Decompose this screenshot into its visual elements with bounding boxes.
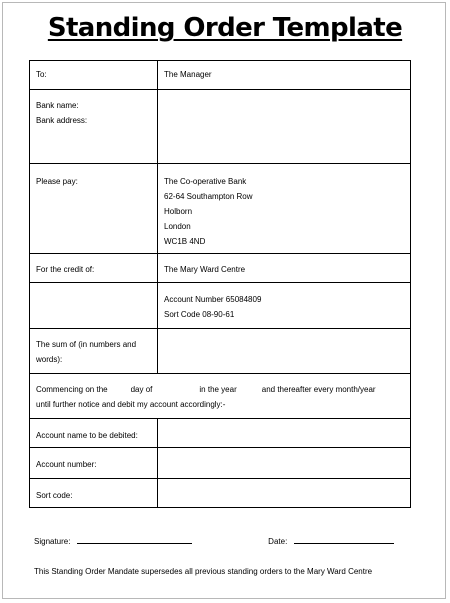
please-pay-label: Please pay: [30,164,158,254]
sum-field[interactable] [158,329,411,374]
payee-address-line: Holborn [164,207,193,216]
sort-code-label: Sort code: [30,479,158,508]
bank-labels [30,90,158,164]
signature-line[interactable] [77,543,192,544]
bank-value-field[interactable] [158,90,411,164]
account-name-field[interactable] [158,419,411,448]
row-account-number [30,448,411,479]
payee-address-line: 62-64 Southampton Row [164,192,253,201]
payee-address [158,164,411,254]
date-label: Date: [268,537,288,546]
row-account-details [30,283,411,329]
sum-label: The sum of (in numbers and words): [30,329,158,374]
page-title-text: Standing Order Template [47,13,403,43]
row-commencing [30,374,411,419]
row-to [30,61,411,90]
account-name-label: Account name to be debited: [30,419,158,448]
signature-row [34,537,394,546]
bank-address-label: Bank address: [36,116,88,125]
row-credit-of [30,254,411,283]
account-number-line: Account Number 65084809 [164,295,262,304]
signature-label: Signature: [34,537,71,546]
row-sum [30,329,411,374]
account-details [158,283,411,329]
sort-code-field[interactable] [158,479,411,508]
commencing-part2: day of [130,385,153,394]
payee-address-line: London [164,222,191,231]
row-bank [30,90,411,164]
standing-order-form [29,60,411,508]
row-account-name [30,419,411,448]
credit-of-value: The Mary Ward Centre [158,254,411,283]
page-title [0,11,450,45]
sort-code-line: Sort Code 08-90-61 [164,310,235,319]
commencing-part4: and thereafter every month/year [261,385,376,394]
commencing-line2: until further notice and debit my account accordingly:- [36,400,226,409]
to-label: To: [30,61,158,90]
to-value[interactable]: The Manager [158,61,411,90]
payee-address-line: The Co-operative Bank [164,177,247,186]
mandate-note: This Standing Order Mandate supersedes all previous standing orders to the Mary Ward Centre [34,567,373,576]
commencing-part1: Commencing on the [36,385,108,394]
date-line[interactable] [294,543,394,544]
commencing-part3: in the year [199,385,237,394]
row-please-pay [30,164,411,254]
payee-address-line: WC1B 4ND [164,237,206,246]
account-number-field[interactable] [158,448,411,479]
account-number-label: Account number: [30,448,158,479]
commencing-text [30,374,411,419]
credit-of-label: For the credit of: [30,254,158,283]
account-details-blank [30,283,158,329]
bank-name-label: Bank name: [36,101,79,110]
row-sort-code [30,479,411,508]
